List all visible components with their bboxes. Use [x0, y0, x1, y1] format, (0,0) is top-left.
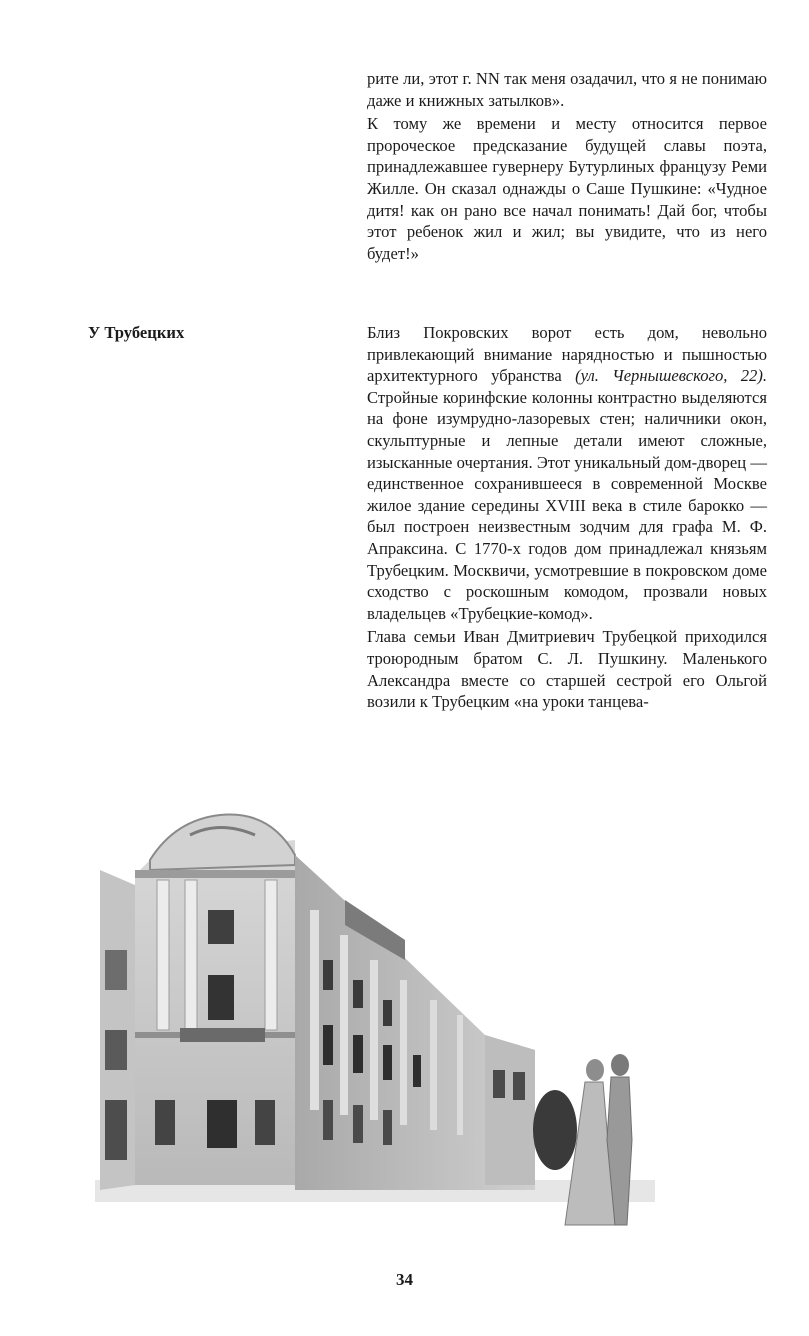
paragraph: [367, 322, 767, 624]
address-italic: (ул. Чернышевского, 22).: [575, 366, 767, 386]
paragraph-text: Близ Покровских ворот есть дом, невольно привлекающий внимание нарядностью и пышностью архитектурного убранства: [367, 323, 767, 386]
paragraph: рите ли, этот г. NN так меня озадачил, что я не понимаю даже и книжных затылков».: [367, 69, 767, 110]
paragraph-text: Стройные коринфские колонны контрастно выделяются на фоне изумрудно-лазоревых стен; наличники окон, скульптурные и лепные детали имеют сложные, изысканные очертания. Этот уникальный дом-дворец — единственное сохранившееся в современной Москве жилое здание середины XVIII века в стиле барокко — был построен неизвестным зодчим для графа М. Ф. Апраксина. С 1770-х годов дом принадлежал князьям Трубецким. Москвичи, усмотревшие в покровском доме сходство с роскошным комодом, прозвали новых владельцев «Трубецкие-комод».: [367, 387, 767, 623]
section-heading: У Трубецких: [88, 323, 185, 342]
page-number: 34: [396, 1270, 413, 1289]
palace-illustration: [95, 800, 655, 1250]
section-text-block: [367, 322, 767, 713]
continuation-text-block: [367, 68, 767, 264]
paragraph: Глава семьи Иван Дмитриевич Трубецкой приходился троюродным братом С. Л. Пушкину. Маленького Александра вместе со старшей сестрой его Ольгой возили к Трубецким «на уроки танцева-: [367, 627, 767, 712]
paragraph: К тому же времени и месту относится первое пророческое предсказание будущей славы поэта, принадлежавшее гувернеру Бутурлиных французу Реми Жилле. Он сказал однажды о Саше Пушкине: «Чудное дитя! как он рано все начал понимать! Дай бог, чтобы этот ребенок жил и жил; вы увидите, что из него будет!»: [367, 114, 767, 263]
